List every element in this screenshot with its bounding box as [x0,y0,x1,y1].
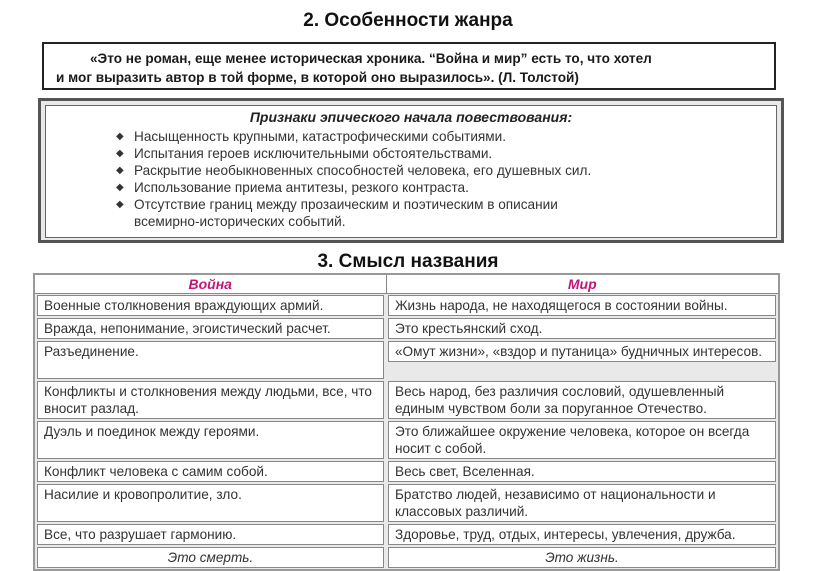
table-row [34,523,779,546]
list-item: ◆ Раскрытие необыкновенных способностей человека, его душевных сил. [116,163,592,178]
cell-text: Дуэль и поединок между героями. [37,421,384,459]
cell-text: Все, что разрушает гармонию. [37,524,384,545]
war-cell [34,380,386,420]
diamond-bullet-icon: ◆ [116,148,124,159]
cell-text: Это смерть. [37,547,384,568]
quote-line-1: «Это не роман, еще менее историческая хроника. “Война и мир” есть то, что хотел [90,51,652,66]
table-row [34,340,779,380]
cell-text: Весь народ, без различия сословий, одушевленный единым чувством боли за поруганное Отечество. [388,381,776,419]
peace-footer-cell [386,546,779,570]
war-peace-table [33,273,780,571]
table-row [34,420,779,460]
peace-cell [386,420,779,460]
table-row [34,483,779,523]
epic-features-box [38,98,784,243]
cell-text: Здоровье, труд, отдых, интересы, увлечения, дружба. [388,524,776,545]
cell-text: Это жизнь. [388,547,776,568]
table-row [34,460,779,483]
peace-cell [386,483,779,523]
column-header-war: Война [34,274,386,294]
diamond-bullet-icon: ◆ [116,131,124,142]
list-item: ◆ Использование приема антитезы, резкого контраста. [116,180,469,195]
diamond-bullet-icon: ◆ [116,165,124,176]
war-cell [34,420,386,460]
peace-cell [386,340,779,380]
table-header-row [34,274,779,294]
cell-text: Вражда, непонимание, эгоистический расчет. [37,318,384,339]
cell-text: Весь свет, Вселенная. [388,461,776,482]
cell-text: Военные столкновения враждующих армий. [37,295,384,316]
quote-line-2: и мог выразить автор в той форме, в которой оно выразилось». (Л. Толстой) [56,70,579,85]
cell-text: «Омут жизни», «вздор и путаница» будничных интересов. [388,341,776,362]
table-footer-row [34,546,779,570]
war-cell [34,483,386,523]
peace-cell [386,317,779,340]
war-footer-cell [34,546,386,570]
table-row [34,294,779,318]
war-cell [34,460,386,483]
section-title-genre: 2. Особенности жанра [303,10,513,31]
cell-text: Братство людей, независимо от национальности и классовых различий. [388,484,776,522]
cell-text: Насилие и кровопролитие, зло. [37,484,384,522]
war-cell [34,523,386,546]
cell-text: Это крестьянский сход. [388,318,776,339]
list-item: ◆ Насыщенность крупными, катастрофическими событиями. [116,129,506,144]
war-cell [34,294,386,318]
cell-text: Жизнь народа, не находящегося в состоянии войны. [388,295,776,316]
epic-features-panel [45,105,777,238]
epic-features-heading: Признаки эпического начала повествования: [249,109,573,125]
epic-features-list [46,128,776,230]
column-header-peace: Мир [386,274,779,294]
tolstoy-quote-box [42,42,776,90]
cell-text: Конфликт человека с самим собой. [37,461,384,482]
diamond-bullet-icon: ◆ [116,199,124,210]
table-row [34,317,779,340]
cell-text: Разъединение. [37,341,384,379]
diamond-bullet-icon: ◆ [116,182,124,193]
cell-text: Конфликты и столкновения между людьми, все, что вносит разлад. [37,381,384,419]
list-item: ◆ Испытания героев исключительными обстоятельствами. [116,146,493,161]
peace-cell [386,523,779,546]
table-row [34,380,779,420]
section-title-meaning: 3. Смысл названия [317,251,499,272]
war-cell [34,340,386,380]
peace-cell [386,294,779,318]
war-cell [34,317,386,340]
peace-cell [386,380,779,420]
peace-cell [386,460,779,483]
cell-text: Это ближайшее окружение человека, которое он всегда носит с собой. [388,421,776,459]
list-item: ◆ Отсутствие границ между прозаическим и поэтическим в описании всемирно-исторических событий. [116,197,558,229]
